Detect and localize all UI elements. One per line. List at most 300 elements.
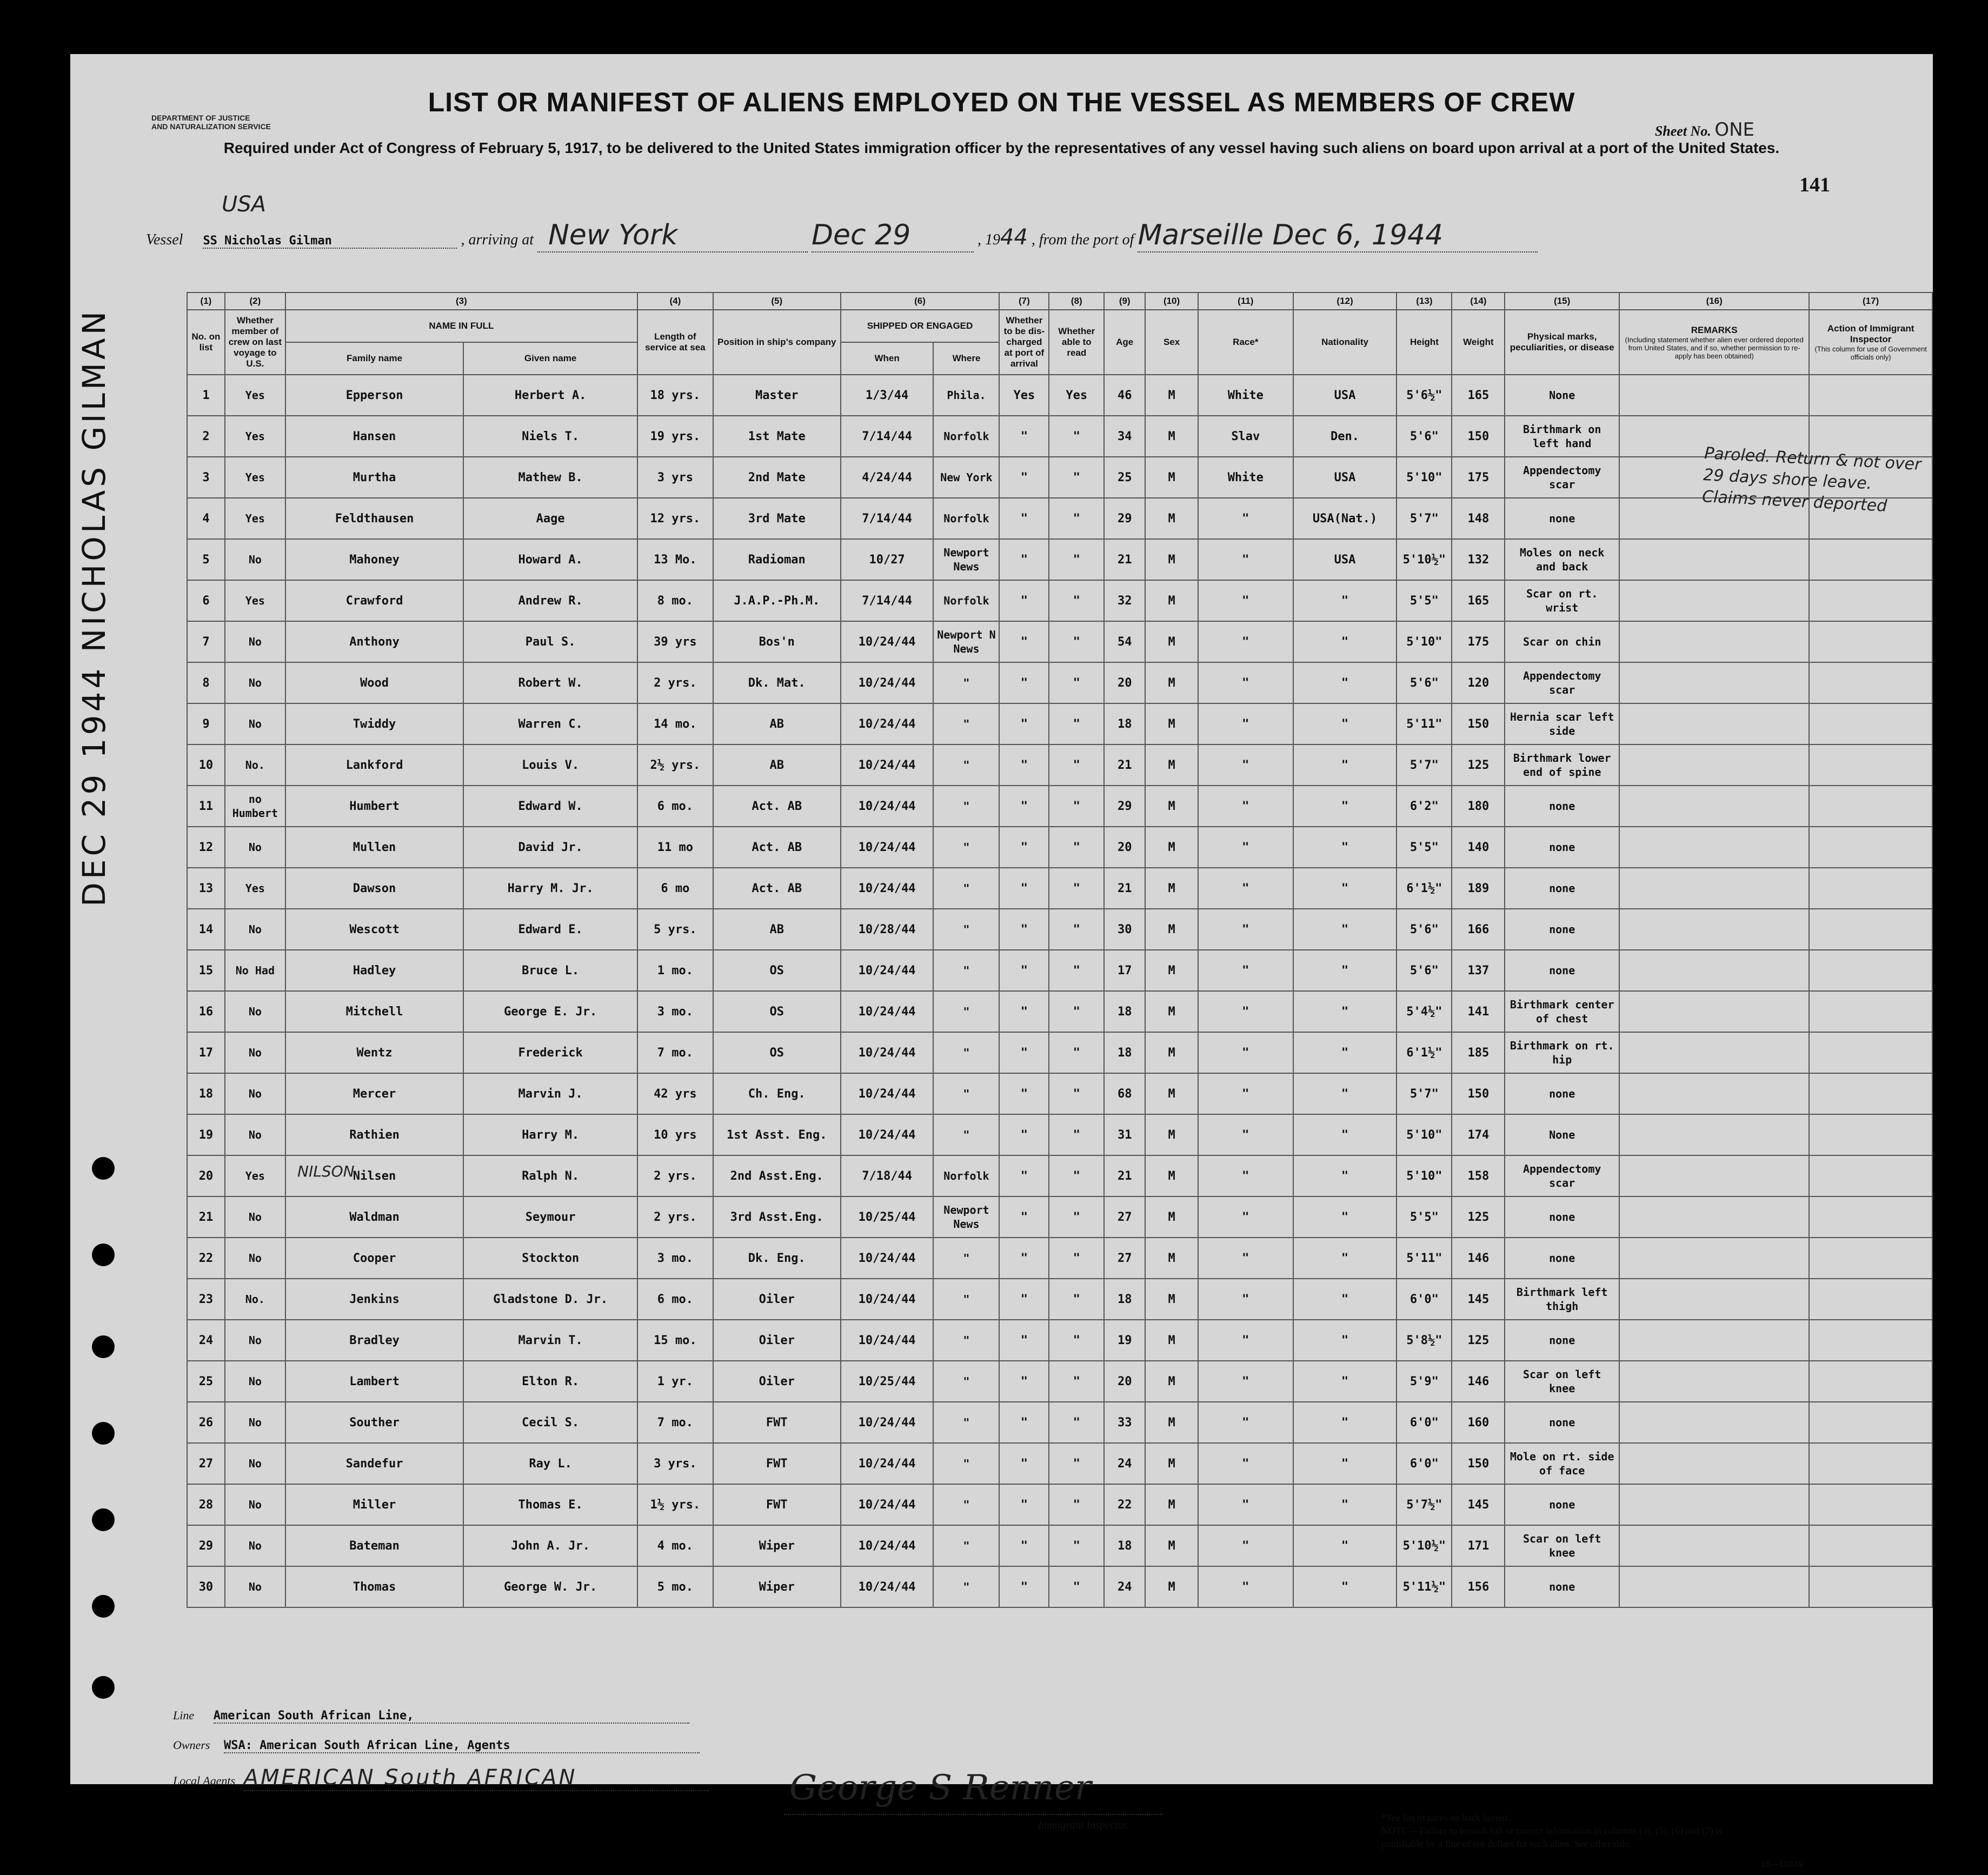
sex-cell: M <box>1145 827 1198 868</box>
physical-marks-cell: none <box>1505 909 1619 950</box>
prev-voyage-cell: Yes <box>225 868 285 909</box>
prev-voyage-cell: No <box>225 991 285 1032</box>
position-cell: OS <box>713 991 841 1032</box>
age-cell: 19 <box>1104 1320 1145 1361</box>
manifest-sheet <box>70 54 1933 1869</box>
height-cell: 5'11" <box>1397 703 1452 744</box>
shipped-when-cell: 10/24/44 <box>841 1566 934 1607</box>
service-length-cell: 14 mo. <box>637 703 713 744</box>
physical-marks-cell: Scar on left knee <box>1505 1361 1619 1402</box>
family-name-cell: Mercer <box>285 1073 463 1114</box>
action-cell <box>1809 1566 1932 1607</box>
col-nationality-header: Nationality <box>1293 310 1397 375</box>
age-cell: 21 <box>1104 868 1145 909</box>
shipped-when-cell: 10/24/44 <box>841 744 934 786</box>
able-to-read-cell: " <box>1049 786 1104 827</box>
action-cell <box>1809 539 1932 580</box>
action-cell <box>1809 375 1932 416</box>
weight-cell: 125 <box>1452 1196 1505 1238</box>
shipped-where-cell: Newport News <box>933 539 999 580</box>
family-name-cell: Thomas <box>285 1566 463 1607</box>
col-where-header: Where <box>933 342 999 375</box>
nationality-cell: " <box>1293 1155 1397 1196</box>
position-cell: Radioman <box>713 539 841 580</box>
column-number: (8) <box>1049 292 1104 310</box>
height-cell: 5'6" <box>1397 662 1452 703</box>
height-cell: 6'0" <box>1397 1279 1452 1320</box>
able-to-read-cell: " <box>1049 1525 1104 1566</box>
position-cell: Oiler <box>713 1279 841 1320</box>
footer-note <box>1338 1811 1727 1850</box>
nationality-cell: " <box>1293 1525 1397 1566</box>
column-number: (10) <box>1145 292 1198 310</box>
able-to-read-cell: " <box>1049 1196 1104 1238</box>
column-number: (13) <box>1397 292 1452 310</box>
nationality-cell: " <box>1293 950 1397 991</box>
service-length-cell: 3 mo. <box>637 991 713 1032</box>
sex-cell: M <box>1145 375 1198 416</box>
shipped-when-cell: 10/24/44 <box>841 1238 934 1279</box>
discharged-cell: " <box>999 1361 1049 1402</box>
col-family-header: Family name <box>285 342 463 375</box>
remarks-cell <box>1619 1073 1809 1114</box>
age-cell: 46 <box>1104 375 1145 416</box>
col-remarks-header <box>1619 310 1809 375</box>
vessel-name: SS Nicholas Gilman <box>203 234 457 249</box>
physical-marks-cell: none <box>1505 498 1619 539</box>
position-cell: Master <box>713 375 841 416</box>
race-cell: " <box>1198 786 1293 827</box>
weight-cell: 125 <box>1452 744 1505 786</box>
able-to-read-cell: " <box>1049 868 1104 909</box>
service-length-cell: 3 yrs <box>637 457 713 498</box>
given-name-cell: Paul S. <box>463 621 637 662</box>
position-cell: 3rd Asst.Eng. <box>713 1196 841 1238</box>
action-cell <box>1809 703 1932 744</box>
prev-voyage-cell: No Had <box>225 950 285 991</box>
table-row <box>187 1114 1932 1155</box>
row-number-cell: 19 <box>187 1114 225 1155</box>
row-number-cell: 27 <box>187 1443 225 1484</box>
position-cell: 1st Mate <box>713 416 841 457</box>
remarks-cell <box>1619 786 1809 827</box>
row-number-cell: 21 <box>187 1196 225 1238</box>
given-name-cell: Ralph N. <box>463 1155 637 1196</box>
family-name-cell: Souther <box>285 1402 463 1443</box>
table-row <box>187 744 1932 786</box>
service-length-cell: 2 yrs. <box>637 1155 713 1196</box>
physical-marks-cell: none <box>1505 1196 1619 1238</box>
family-name-cell: Crawford <box>285 580 463 621</box>
discharged-cell: " <box>999 457 1049 498</box>
age-cell: 18 <box>1104 703 1145 744</box>
shipped-when-cell: 10/24/44 <box>841 786 934 827</box>
remarks-cell <box>1619 662 1809 703</box>
given-name-cell: Louis V. <box>463 744 637 786</box>
shipped-where-cell: " <box>933 703 999 744</box>
nationality-cell: " <box>1293 703 1397 744</box>
position-cell: AB <box>713 909 841 950</box>
col-read-header: Whether able to read <box>1049 310 1104 375</box>
remarks-cell <box>1619 1566 1809 1607</box>
family-name-cell: Wentz <box>285 1032 463 1073</box>
weight-cell: 150 <box>1452 1073 1505 1114</box>
col-position-header: Position in ship's company <box>713 310 841 375</box>
sex-cell: M <box>1145 1566 1198 1607</box>
weight-cell: 145 <box>1452 1484 1505 1525</box>
given-name-cell: Andrew R. <box>463 580 637 621</box>
race-cell: " <box>1198 1443 1293 1484</box>
punch-hole <box>92 1157 115 1180</box>
service-length-cell: 7 mo. <box>637 1402 713 1443</box>
remarks-subtitle: (Including statement whether alien ever ordered deported from United States, and if so, whether permission to re-apply has been obtained) <box>1625 335 1804 360</box>
column-number: (14) <box>1452 292 1505 310</box>
sex-cell: M <box>1145 744 1198 786</box>
physical-marks-cell: Birthmark on left hand <box>1505 416 1619 457</box>
given-name-cell: Howard A. <box>463 539 637 580</box>
remarks-cell <box>1619 1402 1809 1443</box>
race-cell: " <box>1198 1484 1293 1525</box>
action-cell <box>1809 1361 1932 1402</box>
height-cell: 5'6½" <box>1397 375 1452 416</box>
family-name-cell: Epperson <box>285 375 463 416</box>
age-cell: 32 <box>1104 580 1145 621</box>
discharged-cell: " <box>999 662 1049 703</box>
race-cell: " <box>1198 1320 1293 1361</box>
service-length-cell: 2 yrs. <box>637 1196 713 1238</box>
given-name-cell: Stockton <box>463 1238 637 1279</box>
punch-hole <box>92 1244 115 1266</box>
nationality-cell: " <box>1293 1361 1397 1402</box>
table-row <box>187 498 1932 539</box>
action-cell <box>1809 621 1932 662</box>
weight-cell: 145 <box>1452 1279 1505 1320</box>
shipped-when-cell: 1/3/44 <box>841 375 934 416</box>
able-to-read-cell: " <box>1049 991 1104 1032</box>
column-number: (6) <box>841 292 1000 310</box>
discharged-cell: " <box>999 703 1049 744</box>
weight-cell: 150 <box>1452 703 1505 744</box>
given-name-cell: Niels T. <box>463 416 637 457</box>
shipped-where-cell: " <box>933 786 999 827</box>
table-row <box>187 1155 1932 1196</box>
shipped-where-cell: Newport News <box>933 1196 999 1238</box>
header-row-top <box>187 310 1932 342</box>
physical-marks-cell: none <box>1505 1484 1619 1525</box>
prev-voyage-cell: No <box>225 909 285 950</box>
able-to-read-cell: " <box>1049 1566 1104 1607</box>
shipped-where-cell: " <box>933 1566 999 1607</box>
action-cell <box>1809 827 1932 868</box>
action-cell <box>1809 991 1932 1032</box>
prev-voyage-cell: No <box>225 703 285 744</box>
sex-cell: M <box>1145 1073 1198 1114</box>
shipped-where-cell: " <box>933 1443 999 1484</box>
family-name-cell: Hansen <box>285 416 463 457</box>
shipped-where-cell: " <box>933 909 999 950</box>
column-number: (12) <box>1293 292 1397 310</box>
discharged-cell: " <box>999 1279 1049 1320</box>
physical-marks-cell: none <box>1505 827 1619 868</box>
physical-marks-cell: Mole on rt. side of face <box>1505 1443 1619 1484</box>
arriving-port: New York <box>537 219 808 252</box>
action-cell <box>1809 1196 1932 1238</box>
discharged-cell: Yes <box>999 375 1049 416</box>
table-row <box>187 621 1932 662</box>
shipped-when-cell: 7/14/44 <box>841 416 934 457</box>
age-cell: 31 <box>1104 1114 1145 1155</box>
family-name-cell: Jenkins <box>285 1279 463 1320</box>
prev-voyage-cell: Yes <box>225 580 285 621</box>
nationality-cell: " <box>1293 1402 1397 1443</box>
sex-cell: M <box>1145 1484 1198 1525</box>
sex-cell: M <box>1145 1196 1198 1238</box>
height-cell: 5'7" <box>1397 744 1452 786</box>
sex-cell: M <box>1145 1361 1198 1402</box>
punch-hole <box>92 1676 115 1699</box>
physical-marks-cell: Appendectomy scar <box>1505 1155 1619 1196</box>
nationality-cell: USA <box>1293 375 1397 416</box>
prev-voyage-cell: No <box>225 1073 285 1114</box>
discharged-cell: " <box>999 1238 1049 1279</box>
position-cell: Oiler <box>713 1320 841 1361</box>
remarks-cell <box>1619 375 1809 416</box>
shipped-where-cell: Norfolk <box>933 580 999 621</box>
height-cell: 6'1½" <box>1397 1032 1452 1073</box>
prev-voyage-cell: No <box>225 539 285 580</box>
shipped-when-cell: 7/14/44 <box>841 498 934 539</box>
shipped-when-cell: 7/14/44 <box>841 580 934 621</box>
weight-cell: 174 <box>1452 1114 1505 1155</box>
footer-line <box>173 1708 689 1724</box>
position-cell: Oiler <box>713 1361 841 1402</box>
height-cell: 5'7" <box>1397 498 1452 539</box>
row-number-cell: 10 <box>187 744 225 786</box>
able-to-read-cell: " <box>1049 1238 1104 1279</box>
service-length-cell: 1½ yrs. <box>637 1484 713 1525</box>
family-name-cell: Rathien <box>285 1114 463 1155</box>
height-cell: 5'7½" <box>1397 1484 1452 1525</box>
discharged-cell: " <box>999 1566 1049 1607</box>
sex-cell: M <box>1145 457 1198 498</box>
weight-cell: 165 <box>1452 580 1505 621</box>
family-name-cell: Bateman <box>285 1525 463 1566</box>
position-cell: OS <box>713 1032 841 1073</box>
age-cell: 18 <box>1104 991 1145 1032</box>
remarks-cell <box>1619 621 1809 662</box>
family-name-cell: Nilsen <box>285 1155 463 1196</box>
action-cell <box>1809 786 1932 827</box>
weight-cell: 171 <box>1452 1525 1505 1566</box>
race-cell: " <box>1198 1032 1293 1073</box>
shipped-where-cell: Norfolk <box>933 498 999 539</box>
shipped-where-cell: " <box>933 662 999 703</box>
row-number-cell: 2 <box>187 416 225 457</box>
vessel-line <box>146 192 1538 252</box>
action-cell <box>1809 1484 1932 1525</box>
age-cell: 20 <box>1104 662 1145 703</box>
col-weight-header: Weight <box>1452 310 1505 375</box>
department-header: DEPARTMENT OF JUSTICE AND NATURALIZATION SERVICE <box>151 114 271 131</box>
discharged-cell: " <box>999 744 1049 786</box>
service-length-cell: 15 mo. <box>637 1320 713 1361</box>
sex-cell: M <box>1145 416 1198 457</box>
table-row <box>187 416 1932 457</box>
remarks-cell <box>1619 539 1809 580</box>
punch-hole <box>92 1335 115 1358</box>
height-cell: 5'9" <box>1397 1361 1452 1402</box>
sex-cell: M <box>1145 1155 1198 1196</box>
physical-marks-cell: Birthmark left thigh <box>1505 1279 1619 1320</box>
discharged-cell: " <box>999 1114 1049 1155</box>
table-row <box>187 703 1932 744</box>
col-no-header: No. on list <box>187 310 225 375</box>
physical-marks-cell: Appendectomy scar <box>1505 662 1619 703</box>
able-to-read-cell: " <box>1049 909 1104 950</box>
column-number-row <box>187 292 1932 310</box>
service-length-cell: 3 mo. <box>637 1238 713 1279</box>
shipped-when-cell: 10/24/44 <box>841 1114 934 1155</box>
family-name-cell: Lambert <box>285 1361 463 1402</box>
table-row <box>187 1361 1932 1402</box>
weight-cell: 165 <box>1452 375 1505 416</box>
remarks-title: REMARKS <box>1691 324 1738 335</box>
nationality-cell: " <box>1293 1566 1397 1607</box>
discharged-cell: " <box>999 1032 1049 1073</box>
owners-value: WSA: American South African Line, Agents <box>224 1739 700 1753</box>
shipped-when-cell: 10/24/44 <box>841 1073 934 1114</box>
family-name-cell: Feldthausen <box>285 498 463 539</box>
physical-marks-cell: Hernia scar left side <box>1505 703 1619 744</box>
table-row <box>187 991 1932 1032</box>
age-cell: 18 <box>1104 1279 1145 1320</box>
able-to-read-cell: " <box>1049 1279 1104 1320</box>
departure-port: Marseille Dec 6, 1944 <box>1138 219 1538 252</box>
weight-cell: 140 <box>1452 827 1505 868</box>
row-number-cell: 13 <box>187 868 225 909</box>
position-cell: J.A.P.-Ph.M. <box>713 580 841 621</box>
physical-marks-cell: none <box>1505 1073 1619 1114</box>
weight-cell: 175 <box>1452 621 1505 662</box>
race-cell: " <box>1198 991 1293 1032</box>
height-cell: 5'11" <box>1397 1238 1452 1279</box>
sex-cell: M <box>1145 1525 1198 1566</box>
weight-cell: 185 <box>1452 1032 1505 1073</box>
table-row <box>187 1525 1932 1566</box>
height-cell: 5'10½" <box>1397 539 1452 580</box>
able-to-read-cell: " <box>1049 744 1104 786</box>
remarks-cell <box>1619 1361 1809 1402</box>
given-name-cell: David Jr. <box>463 827 637 868</box>
discharged-cell: " <box>999 909 1049 950</box>
vessel-label: Vessel <box>146 231 183 248</box>
races-note: *See list of races on back hereof. <box>1381 1812 1511 1823</box>
given-name-cell: Bruce L. <box>463 950 637 991</box>
fine-note: NOTE.—Failure to furnish full or correct information in columns (3), (5), (6) and (7) is punishable by a fine of ten dollars for each alien. See other side. <box>1381 1825 1723 1849</box>
family-name-cell: Twiddy <box>285 703 463 744</box>
service-length-cell: 42 yrs <box>637 1073 713 1114</box>
col-shipped-header: SHIPPED OR ENGAGED <box>841 310 1000 342</box>
inspector-label: Immigrant Inspector. <box>1038 1819 1129 1831</box>
height-cell: 5'6" <box>1397 950 1452 991</box>
age-cell: 18 <box>1104 1525 1145 1566</box>
col-name-header: NAME IN FULL <box>285 310 637 342</box>
age-cell: 21 <box>1104 1155 1145 1196</box>
nationality-cell: " <box>1293 1320 1397 1361</box>
weight-cell: 125 <box>1452 1320 1505 1361</box>
shipped-when-cell: 10/24/44 <box>841 1032 934 1073</box>
discharged-cell: " <box>999 1155 1049 1196</box>
nationality-cell: " <box>1293 1443 1397 1484</box>
race-cell: Slav <box>1198 416 1293 457</box>
family-name-cell: Bradley <box>285 1320 463 1361</box>
weight-cell: 148 <box>1452 498 1505 539</box>
weight-cell: 120 <box>1452 662 1505 703</box>
weight-cell: 150 <box>1452 1443 1505 1484</box>
sex-cell: M <box>1145 786 1198 827</box>
age-cell: 24 <box>1104 1566 1145 1607</box>
race-cell: " <box>1198 539 1293 580</box>
able-to-read-cell: " <box>1049 1361 1104 1402</box>
owners-label: Owners <box>173 1738 210 1752</box>
shipped-where-cell: " <box>933 868 999 909</box>
sex-cell: M <box>1145 868 1198 909</box>
physical-marks-cell: None <box>1505 375 1619 416</box>
given-name-cell: Frederick <box>463 1032 637 1073</box>
owner-mark: USA <box>222 192 267 217</box>
given-name-cell: Harry M. Jr. <box>463 868 637 909</box>
row-number-cell: 20 <box>187 1155 225 1196</box>
prev-voyage-cell: No. <box>225 744 285 786</box>
family-name-cell: Anthony <box>285 621 463 662</box>
race-cell: " <box>1198 1196 1293 1238</box>
weight-cell: 132 <box>1452 539 1505 580</box>
given-name-cell: Aage <box>463 498 637 539</box>
service-length-cell: 5 yrs. <box>637 909 713 950</box>
family-name-cell: Cooper <box>285 1238 463 1279</box>
nationality-cell: " <box>1293 1032 1397 1073</box>
prev-voyage-cell: no Humbert <box>225 786 285 827</box>
family-name-cell: Miller <box>285 1484 463 1525</box>
shipped-when-cell: 10/24/44 <box>841 621 934 662</box>
row-number-cell: 5 <box>187 539 225 580</box>
position-cell: OS <box>713 950 841 991</box>
row-number-cell: 23 <box>187 1279 225 1320</box>
able-to-read-cell: " <box>1049 1114 1104 1155</box>
position-cell: Ch. Eng. <box>713 1073 841 1114</box>
position-cell: Wiper <box>713 1525 841 1566</box>
action-subtitle: (This column for use of Government officials only) <box>1814 345 1927 361</box>
remarks-cell <box>1619 991 1809 1032</box>
row-number-cell: 4 <box>187 498 225 539</box>
age-cell: 24 <box>1104 1443 1145 1484</box>
weight-cell: 141 <box>1452 991 1505 1032</box>
physical-marks-cell: none <box>1505 950 1619 991</box>
prev-voyage-cell: Yes <box>225 457 285 498</box>
weight-cell: 175 <box>1452 457 1505 498</box>
row-number-cell: 12 <box>187 827 225 868</box>
table-row <box>187 1196 1932 1238</box>
race-cell: " <box>1198 1155 1293 1196</box>
able-to-read-cell: " <box>1049 1073 1104 1114</box>
side-stamp-text: DEC 29 1944 NICHOLAS GILMAN <box>76 308 112 907</box>
race-cell: " <box>1198 1238 1293 1279</box>
service-length-cell: 2 yrs. <box>637 662 713 703</box>
row-number-cell: 8 <box>187 662 225 703</box>
position-cell: FWT <box>713 1443 841 1484</box>
race-cell: " <box>1198 909 1293 950</box>
service-length-cell: 6 mo. <box>637 786 713 827</box>
